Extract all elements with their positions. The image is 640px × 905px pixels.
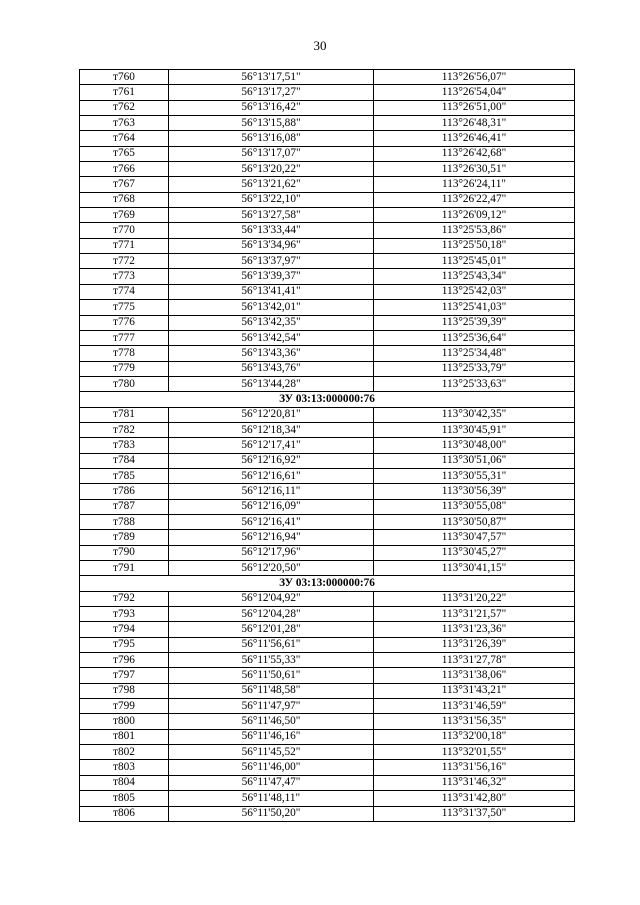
point-id: т787 — [80, 499, 169, 514]
point-id: т764 — [80, 131, 169, 146]
latitude-cell: 56°12'18,34" — [169, 422, 374, 437]
point-id: т774 — [80, 284, 169, 299]
latitude-cell: 56°13'22,10" — [169, 192, 374, 207]
longitude-cell: 113°25'39,39" — [374, 315, 575, 330]
longitude-cell: 113°30'55,08" — [374, 499, 575, 514]
latitude-cell: 56°12'16,11" — [169, 484, 374, 499]
table-row — [80, 407, 575, 422]
point-id: т788 — [80, 514, 169, 529]
longitude-cell: 113°25'53,86" — [374, 223, 575, 238]
table-row — [80, 699, 575, 714]
longitude-cell: 113°26'46,41" — [374, 131, 575, 146]
section-title: ЗУ 03:13:000000:76 — [80, 392, 575, 407]
table-row — [80, 806, 575, 821]
table-row — [80, 70, 575, 85]
longitude-cell: 113°31'21,57" — [374, 607, 575, 622]
point-id: т768 — [80, 192, 169, 207]
latitude-cell: 56°13'42,54" — [169, 330, 374, 345]
point-id: т779 — [80, 361, 169, 376]
latitude-cell: 56°12'16,94" — [169, 530, 374, 545]
longitude-cell: 113°31'42,80" — [374, 791, 575, 806]
table-row — [80, 714, 575, 729]
latitude-cell: 56°13'17,07" — [169, 146, 374, 161]
table-row — [80, 499, 575, 514]
latitude-cell: 56°11'45,52" — [169, 745, 374, 760]
latitude-cell: 56°12'20,81" — [169, 407, 374, 422]
longitude-cell: 113°30'42,35" — [374, 407, 575, 422]
longitude-cell: 113°30'51,06" — [374, 453, 575, 468]
latitude-cell: 56°12'16,92" — [169, 453, 374, 468]
longitude-cell: 113°31'38,06" — [374, 668, 575, 683]
table-row — [80, 315, 575, 330]
longitude-cell: 113°26'09,12" — [374, 208, 575, 223]
longitude-cell: 113°31'37,50" — [374, 806, 575, 821]
longitude-cell: 113°31'23,36" — [374, 622, 575, 637]
table-row — [80, 438, 575, 453]
longitude-cell: 113°31'43,21" — [374, 683, 575, 698]
latitude-cell: 56°13'43,76" — [169, 361, 374, 376]
point-id: т806 — [80, 806, 169, 821]
coordinates-table-body — [80, 70, 575, 822]
point-id: т790 — [80, 545, 169, 560]
table-row — [80, 484, 575, 499]
point-id: т793 — [80, 607, 169, 622]
point-id: т784 — [80, 453, 169, 468]
table-row — [80, 284, 575, 299]
table-row — [80, 376, 575, 391]
point-id: т786 — [80, 484, 169, 499]
point-id: т802 — [80, 745, 169, 760]
latitude-cell: 56°12'16,61" — [169, 468, 374, 483]
latitude-cell: 56°11'48,58" — [169, 683, 374, 698]
latitude-cell: 56°12'20,50" — [169, 561, 374, 576]
table-row — [80, 177, 575, 192]
latitude-cell: 56°11'50,20" — [169, 806, 374, 821]
latitude-cell: 56°13'44,28" — [169, 376, 374, 391]
coordinates-table — [79, 69, 575, 822]
table-row — [80, 622, 575, 637]
longitude-cell: 113°31'46,32" — [374, 775, 575, 790]
point-id: т799 — [80, 699, 169, 714]
longitude-cell: 113°30'48,00" — [374, 438, 575, 453]
longitude-cell: 113°31'26,39" — [374, 637, 575, 652]
point-id: т798 — [80, 683, 169, 698]
longitude-cell: 113°26'22,47" — [374, 192, 575, 207]
longitude-cell: 113°25'42,03" — [374, 284, 575, 299]
point-id: т782 — [80, 422, 169, 437]
table-row — [80, 85, 575, 100]
longitude-cell: 113°30'47,57" — [374, 530, 575, 545]
longitude-cell: 113°25'33,79" — [374, 361, 575, 376]
longitude-cell: 113°26'54,04" — [374, 85, 575, 100]
table-row — [80, 760, 575, 775]
latitude-cell: 56°13'39,37" — [169, 269, 374, 284]
table-row — [80, 116, 575, 131]
point-id: т770 — [80, 223, 169, 238]
point-id: т783 — [80, 438, 169, 453]
point-id: т800 — [80, 714, 169, 729]
table-row — [80, 545, 575, 560]
longitude-cell: 113°31'56,16" — [374, 760, 575, 775]
longitude-cell: 113°26'51,00" — [374, 100, 575, 115]
table-row — [80, 422, 575, 437]
table-row — [80, 683, 575, 698]
point-id: т795 — [80, 637, 169, 652]
table-row — [80, 530, 575, 545]
point-id: т792 — [80, 591, 169, 606]
table-row — [80, 223, 575, 238]
latitude-cell: 56°13'16,08" — [169, 131, 374, 146]
point-id: т761 — [80, 85, 169, 100]
table-row — [80, 146, 575, 161]
longitude-cell: 113°30'56,39" — [374, 484, 575, 499]
longitude-cell: 113°26'48,31" — [374, 116, 575, 131]
latitude-cell: 56°12'17,96" — [169, 545, 374, 560]
point-id: т760 — [80, 70, 169, 85]
table-row — [80, 100, 575, 115]
latitude-cell: 56°12'04,28" — [169, 607, 374, 622]
latitude-cell: 56°13'42,01" — [169, 300, 374, 315]
table-row — [80, 330, 575, 345]
longitude-cell: 113°32'00,18" — [374, 729, 575, 744]
latitude-cell: 56°11'56,61" — [169, 637, 374, 652]
point-id: т772 — [80, 254, 169, 269]
latitude-cell: 56°13'42,35" — [169, 315, 374, 330]
latitude-cell: 56°11'46,50" — [169, 714, 374, 729]
table-row — [80, 300, 575, 315]
latitude-cell: 56°13'37,97" — [169, 254, 374, 269]
page-number: 30 — [313, 38, 327, 53]
point-id: т794 — [80, 622, 169, 637]
latitude-cell: 56°13'17,27" — [169, 85, 374, 100]
latitude-cell: 56°12'01,28" — [169, 622, 374, 637]
longitude-cell: 113°26'30,51" — [374, 162, 575, 177]
point-id: т776 — [80, 315, 169, 330]
longitude-cell: 113°25'33,63" — [374, 376, 575, 391]
latitude-cell: 56°13'15,88" — [169, 116, 374, 131]
latitude-cell: 56°11'48,11" — [169, 791, 374, 806]
point-id: т801 — [80, 729, 169, 744]
longitude-cell: 113°26'42,68" — [374, 146, 575, 161]
point-id: т785 — [80, 468, 169, 483]
latitude-cell: 56°11'46,16" — [169, 729, 374, 744]
latitude-cell: 56°11'46,00" — [169, 760, 374, 775]
latitude-cell: 56°13'34,96" — [169, 238, 374, 253]
latitude-cell: 56°12'04,92" — [169, 591, 374, 606]
longitude-cell: 113°30'41,15" — [374, 561, 575, 576]
latitude-cell: 56°13'27,58" — [169, 208, 374, 223]
point-id: т762 — [80, 100, 169, 115]
latitude-cell: 56°13'41,41" — [169, 284, 374, 299]
table-row — [80, 453, 575, 468]
table-row — [80, 607, 575, 622]
latitude-cell: 56°12'16,09" — [169, 499, 374, 514]
point-id: т775 — [80, 300, 169, 315]
longitude-cell: 113°30'45,27" — [374, 545, 575, 560]
latitude-cell: 56°13'43,36" — [169, 346, 374, 361]
latitude-cell: 56°13'21,62" — [169, 177, 374, 192]
point-id: т767 — [80, 177, 169, 192]
longitude-cell: 113°30'55,31" — [374, 468, 575, 483]
table-row — [80, 346, 575, 361]
longitude-cell: 113°25'50,18" — [374, 238, 575, 253]
latitude-cell: 56°13'33,44" — [169, 223, 374, 238]
table-row — [80, 208, 575, 223]
point-id: т780 — [80, 376, 169, 391]
longitude-cell: 113°25'43,34" — [374, 269, 575, 284]
table-row — [80, 729, 575, 744]
section-title: ЗУ 03:13:000000:76 — [80, 576, 575, 591]
latitude-cell: 56°13'17,51" — [169, 70, 374, 85]
point-id: т773 — [80, 269, 169, 284]
point-id: т765 — [80, 146, 169, 161]
table-row — [80, 775, 575, 790]
latitude-cell: 56°13'20,22" — [169, 162, 374, 177]
table-row — [80, 561, 575, 576]
table-row — [80, 269, 575, 284]
table-row — [80, 791, 575, 806]
longitude-cell: 113°30'45,91" — [374, 422, 575, 437]
longitude-cell: 113°26'24,11" — [374, 177, 575, 192]
table-row — [80, 238, 575, 253]
point-id: т789 — [80, 530, 169, 545]
point-id: т766 — [80, 162, 169, 177]
section-row — [80, 576, 575, 591]
longitude-cell: 113°26'56,07" — [374, 70, 575, 85]
point-id: т796 — [80, 653, 169, 668]
point-id: т769 — [80, 208, 169, 223]
latitude-cell: 56°11'50,61" — [169, 668, 374, 683]
latitude-cell: 56°11'55,33" — [169, 653, 374, 668]
section-row — [80, 392, 575, 407]
latitude-cell: 56°12'16,41" — [169, 514, 374, 529]
longitude-cell: 113°25'34,48" — [374, 346, 575, 361]
table-row — [80, 468, 575, 483]
longitude-cell: 113°31'46,59" — [374, 699, 575, 714]
table-row — [80, 131, 575, 146]
longitude-cell: 113°31'27,78" — [374, 653, 575, 668]
longitude-cell: 113°25'36,64" — [374, 330, 575, 345]
longitude-cell: 113°25'45,01" — [374, 254, 575, 269]
table-row — [80, 668, 575, 683]
latitude-cell: 56°13'16,42" — [169, 100, 374, 115]
table-row — [80, 745, 575, 760]
table-row — [80, 254, 575, 269]
longitude-cell: 113°31'20,22" — [374, 591, 575, 606]
table-row — [80, 637, 575, 652]
table-row — [80, 514, 575, 529]
longitude-cell: 113°30'50,87" — [374, 514, 575, 529]
point-id: т804 — [80, 775, 169, 790]
table-row — [80, 192, 575, 207]
point-id: т791 — [80, 561, 169, 576]
point-id: т763 — [80, 116, 169, 131]
longitude-cell: 113°31'56,35" — [374, 714, 575, 729]
latitude-cell: 56°11'47,47" — [169, 775, 374, 790]
latitude-cell: 56°12'17,41" — [169, 438, 374, 453]
point-id: т803 — [80, 760, 169, 775]
point-id: т771 — [80, 238, 169, 253]
point-id: т778 — [80, 346, 169, 361]
table-row — [80, 361, 575, 376]
longitude-cell: 113°32'01,55" — [374, 745, 575, 760]
table-row — [80, 653, 575, 668]
point-id: т781 — [80, 407, 169, 422]
table-row — [80, 591, 575, 606]
table-row — [80, 162, 575, 177]
point-id: т797 — [80, 668, 169, 683]
longitude-cell: 113°25'41,03" — [374, 300, 575, 315]
latitude-cell: 56°11'47,97" — [169, 699, 374, 714]
point-id: т777 — [80, 330, 169, 345]
point-id: т805 — [80, 791, 169, 806]
